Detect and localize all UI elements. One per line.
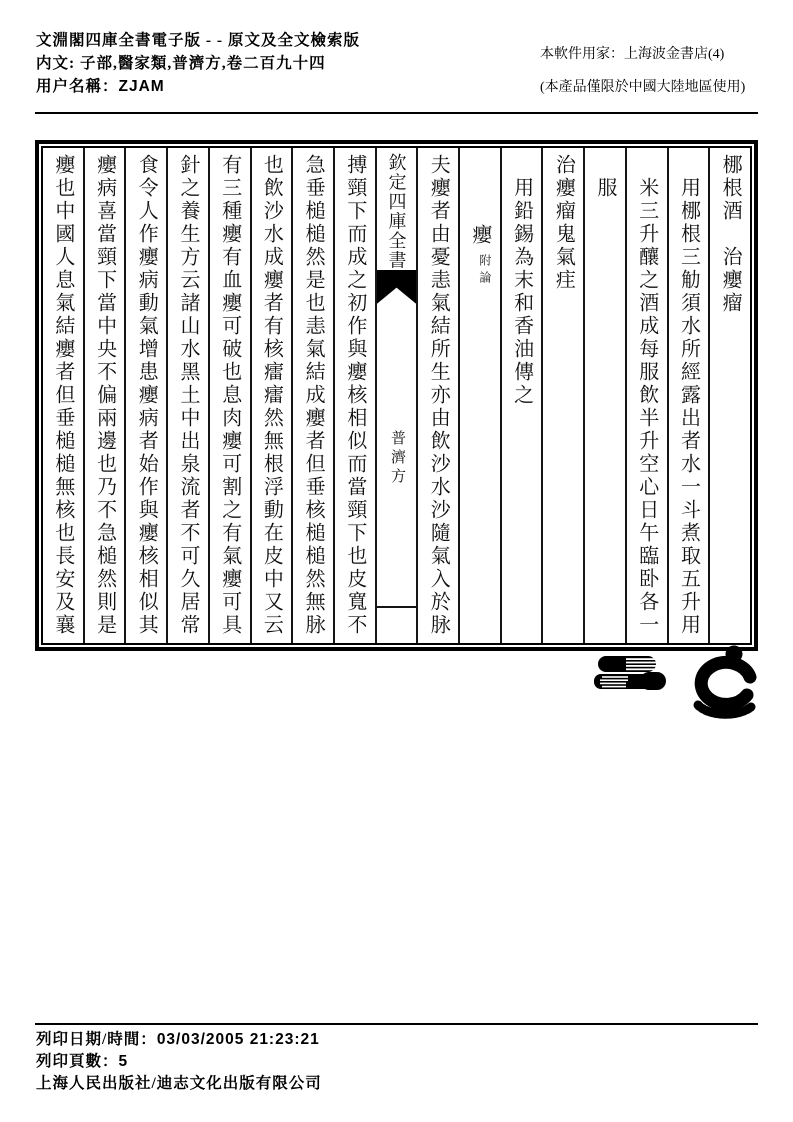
text-column: 用梛根三觔須水所經露出者水一斗煮取五升用 [669,148,711,643]
folio-center-column [377,148,419,643]
section-annotation: 附論 [477,254,492,288]
license-note: (本產品僅限於中國大陸地區使用) [540,80,746,95]
user-value: ZJAM [118,78,165,95]
text-column: 梛根酒 治癭瘤 [719,154,742,315]
footer-block [36,1029,322,1095]
text-column: 搏頸下而成之初作與癭核相似而當頸下也皮寬不 [335,148,377,643]
app-title: 文淵閣四庫全書電子版 - - 原文及全文檢索版 [36,32,360,49]
user-line [36,75,360,98]
section-title-column [460,148,502,643]
footer-divider-rule [35,1023,758,1025]
text-column: 有三種癭有血癭可破也息肉癭可割之有氣癭可具 [210,148,252,643]
header-left-block [36,29,360,98]
print-date-value: 03/03/2005 21:23:21 [156,1031,320,1048]
print-pages-line [36,1051,322,1073]
print-date-line [36,1029,322,1051]
fishtail-mark-icon [377,270,417,304]
licensee-value: 上海波金書店(4) [624,47,725,62]
header-right-block [540,38,745,104]
publisher-line: 上海人民出版社/迪志文化出版有限公司 [36,1075,322,1092]
text-column: 用鉛錫為末和香油傳之 [502,148,544,643]
page-columns [41,146,752,645]
text-column: 癭也中國人息氣結癭者但垂槌槌無核也長安及襄 [43,148,85,643]
text-column: 服 [585,148,627,643]
text-column: 也飲沙水成癭者有核癗癗然無根浮動在皮中又云 [252,148,294,643]
section-title: 癭 [468,224,491,247]
text-column: 治癭瘤鬼氣疰 [543,148,585,643]
text-column: 癭病喜當頸下當中央不偏兩邊也乃不急槌然則是 [85,148,127,643]
text-column: 食令人作癭病動氣增患癭病者始作與癭核相似其 [126,148,168,643]
content-path: 内文: 子部,醫家類,普濟方,卷二百九十四 [36,55,326,72]
header-divider-rule [35,112,758,114]
work-title: 普濟方 [389,430,406,487]
print-date-label: 列印日期/時間： [36,1031,157,1048]
print-pages-value: 5 [118,1053,129,1070]
print-pages-label: 列印頁數： [36,1053,119,1070]
licensee-label: 本軟件用家： [540,47,624,62]
text-column: 急垂槌槌然是也恚氣結成癭者但垂核槌槌然無脉 [293,148,335,643]
publisher-swirl-icon [687,642,759,743]
scanned-page-frame [35,140,758,651]
licensee-line [540,38,745,71]
book-title: 欽定四庫全書 [386,153,407,270]
stacked-books-icon [592,653,668,708]
text-column: 夫癭者由憂恚氣結所生亦由飲沙水沙隨氣入於脉 [418,148,460,643]
text-column: 針之養生方云諸山水黑土中出泉流者不可久居常 [168,148,210,643]
user-label: 用户名稱： [36,78,119,95]
page-number-box [377,606,417,643]
text-column: 米三升釀之酒成每服飲半升空心日午臨卧各一 [627,148,669,643]
